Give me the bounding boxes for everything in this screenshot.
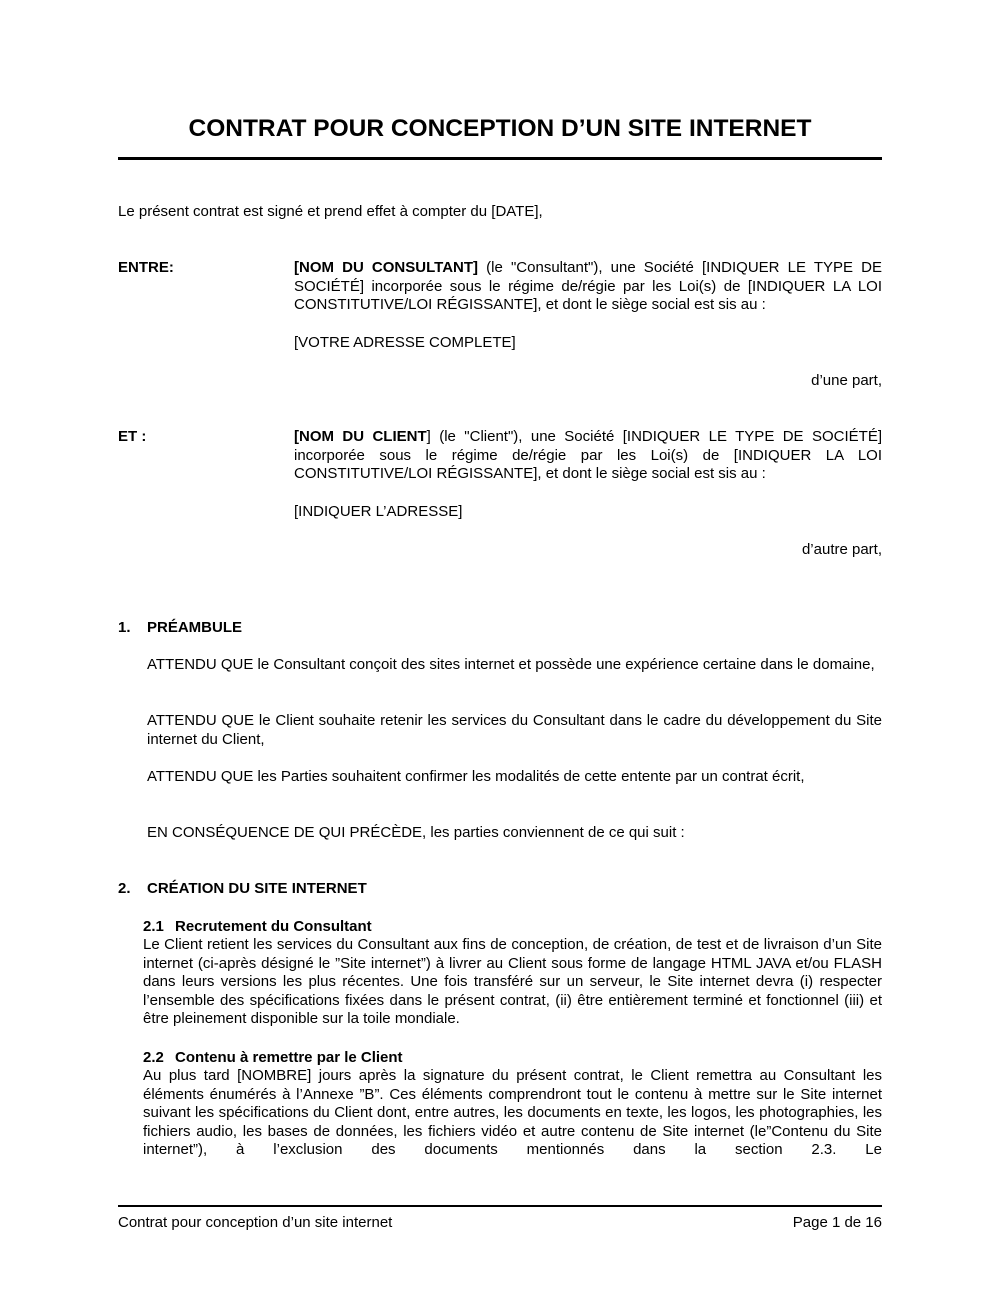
preamble-paragraph-3: ATTENDU QUE les Parties souhaitent confirmer les modalités de cette entente par un contrat écrit,: [147, 768, 805, 785]
section-1-heading: PRÉAMBULE: [147, 619, 243, 636]
intro-paragraph: Le présent contrat est signé et prend effet à compter du [DATE],: [118, 203, 543, 220]
client-details: ] (le "Client"), une Société [INDIQUER LE TYPE DE SOCIÉTÉ] incorporée sous le régime de/régie par les Loi(s) de [INDIQUER LA LOI CONSTITUTIVE/LOI RÉGISSANTE], et dont le siège social est sis au :: [294, 428, 882, 482]
footer-page-number: Page 1 de 16: [792, 1214, 882, 1231]
subsection-2-1-number: 2.1: [143, 918, 164, 935]
footer-document-name: Contrat pour conception d’un site internet: [118, 1214, 393, 1231]
preamble-paragraph-1: ATTENDU QUE le Consultant conçoit des sites internet et possède une expérience certaine dans le domaine,: [147, 656, 875, 673]
consultant-address: [VOTRE ADRESSE COMPLETE]: [294, 334, 516, 351]
preamble-conclusion: EN CONSÉQUENCE DE QUI PRÉCÈDE, les parties conviennent de ce qui suit :: [147, 824, 685, 841]
footer-divider: [118, 1205, 882, 1207]
consultant-name: [NOM DU CONSULTANT]: [294, 259, 479, 276]
subsection-2-2-number: 2.2: [143, 1049, 164, 1066]
document-title: CONTRAT POUR CONCEPTION D’UN SITE INTERNET: [188, 115, 812, 142]
subsection-2-1-heading: Recrutement du Consultant: [175, 918, 372, 935]
subsection-2-1-text: Le Client retient les services du Consultant aux fins de conception, de création, de test et de livraison d’un Site internet (ci-après désigné le ”Site internet”) à livrer au Client sous forme de langage HTML JAVA et/ou FLASH dans leurs versions les plus récentes. Une fois transféré sur un serveur, le Site internet devra (i) respecter l’ensemble des spécifications fixées dans le présent contrat, (ii) être entièrement terminé et fonctionnel (iii) et être pleinement disponible sur la toile mondiale.: [143, 936, 882, 1027]
client-address: [INDIQUER L’ADRESSE]: [294, 503, 463, 520]
client-closing: d’autre part,: [801, 541, 882, 558]
consultant-closing: d’une part,: [811, 372, 882, 389]
party-client-description: [294, 428, 882, 484]
preamble-paragraph-2: ATTENDU QUE le Client souhaite retenir les services du Consultant dans le cadre du développement du Site internet du Client,: [147, 712, 882, 748]
subsection-2-2-text: Au plus tard [NOMBRE] jours après la signature du présent contrat, le Client remettra au Consultant les éléments énumérés à l’Annexe ”B”. Ces éléments comprendront tout le contenu à mettre sur le Site internet suivant les spécifications du Client dont, entre autres, les documents en texte, les logos, les photographies, les fichiers audio, les bases de données, les fichiers vidéo et autre contenu de Site internet (le”Contenu du Site internet”), à l’exclusion des documents mentionnés dans la section 2.3. Le: [143, 1067, 882, 1158]
section-1-number: 1.: [118, 619, 131, 636]
subsection-2-2-heading: Contenu à remettre par le Client: [175, 1049, 403, 1066]
party-consultant-description: [294, 259, 882, 315]
section-2-heading: CRÉATION DU SITE INTERNET: [147, 880, 367, 897]
title-divider: [118, 157, 882, 160]
section-2-number: 2.: [118, 880, 131, 897]
party-label-et: ET :: [118, 428, 147, 445]
consultant-details: (le "Consultant"), une Société [INDIQUER LE TYPE DE SOCIÉTÉ] incorporée sous le régime de/régie par les Loi(s) de [INDIQUER LA LOI CONSTITUTIVE/LOI RÉGISSANTE], et dont le siège social est sis au :: [294, 259, 882, 313]
party-label-entre: ENTRE:: [118, 259, 174, 276]
client-name: [NOM DU CLIENT: [294, 428, 427, 445]
